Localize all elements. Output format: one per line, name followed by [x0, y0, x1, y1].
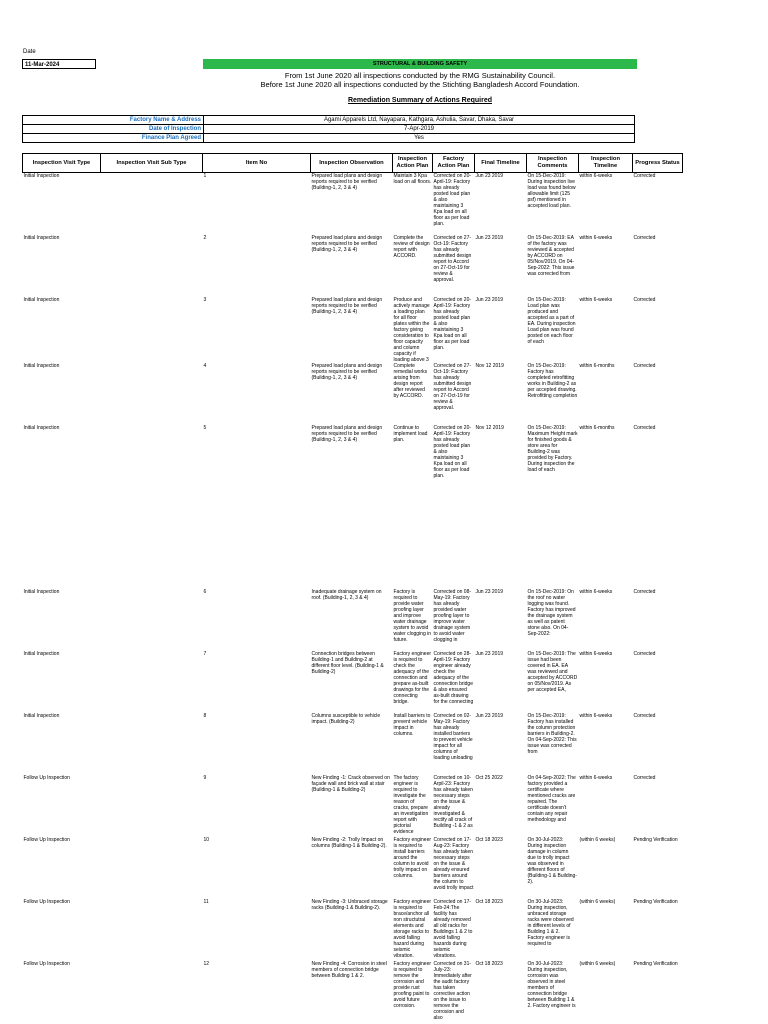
visit-type-cell: Follow Up Inspection — [23, 775, 70, 781]
inspection-timeline-cell: (within 6 weeks) — [579, 961, 616, 967]
visit-subtype-cell — [101, 235, 203, 297]
info-label: Date of Inspection — [23, 125, 204, 134]
progress-status-cell: Pending Verification — [633, 899, 678, 905]
table-body — [23, 173, 683, 1024]
observation-cell: Inadequate drainage system on roof. (Building-1, 2, 3 & 4) — [311, 589, 382, 601]
visit-subtype-cell — [101, 297, 203, 363]
visit-subtype-cell — [101, 775, 203, 837]
section-banner: STRUCTURAL & BUILDING SAFETY — [203, 59, 637, 69]
comments-cell: On 15-Dec-2019: Maximum Height mark for finished goods & store area for Building-2 was provided by Factory. During inspection the load of each — [527, 425, 578, 473]
visit-subtype-cell — [101, 713, 203, 775]
comments-cell: On 30-Jul-2023: During inspection, corrosion was observed in steel members of connection bridge between Building 1 & 2. Factory engineer is — [527, 961, 576, 1009]
inspection-timeline-cell: within 6-months — [579, 363, 615, 369]
column-header: Final Timeline — [475, 154, 527, 173]
notice-line-2: Before 1st June 2020 all inspections conducted by the Stichting Bangladesh Accord Foundation. — [260, 80, 580, 89]
item-no-cell: 1 — [203, 173, 207, 179]
report-subtitle: Remediation Summary of Actions Required — [347, 97, 493, 104]
action-plan-cell: Complete remedial works arising from design report after reviewed by ACCORD. — [393, 363, 428, 399]
comments-cell: On 15-Dec-2019: Load plan was produced and accepted as a part of EA. During inspection Load plan was found posted on each floor of each — [527, 297, 576, 345]
action-plan-cell: Install barriers to prevent vehicle impact in columns. — [393, 713, 431, 737]
inspection-timeline-cell: within 6-weeks — [579, 297, 613, 303]
comments-cell: On 15-Dec-2019: Factory has completed retrofitting works in Building-2 as per accepted drawing. Retrofitting completion — [527, 363, 578, 399]
observation-cell: New Finding -2: Trolly Impact on columns (Building-1 & Building-2). — [311, 837, 387, 849]
column-header: Inspection Action Plan — [393, 154, 433, 173]
comments-cell: On 30-Jul-2023: During inspection damage in column due to trolly impact was observed in different floors of (Building-1 & Building-2). — [527, 837, 577, 885]
visit-type-cell: Follow Up Inspection — [23, 899, 70, 905]
progress-status-cell: Corrected — [633, 173, 656, 179]
observation-cell: Prepared load plans and design reports required to be verified (Building-1, 2, 3 & 4) — [311, 235, 383, 253]
info-label: Factory Name & Address — [23, 116, 204, 125]
factory-plan-cell: Corrected on 17-Feb-24:The facility has already removed all old racks for Buildings 1 & 2 to avoid falling hazards during seismic vibrations. — [433, 899, 473, 959]
info-value: Yes — [204, 134, 635, 143]
factory-plan-cell: Corrected on 27-Oct-19: Factory has already submitted design report to Accord on 27-Oct-19 for review & approval. — [433, 235, 472, 283]
column-header: Item No — [203, 154, 311, 173]
info-row — [23, 134, 635, 143]
final-timeline-cell: Oct 18 2023 — [475, 961, 503, 967]
observation-cell: Connection bridges between Building-1 and Building-2 at different floor level. (Building-1 & Building-2) — [311, 651, 384, 675]
final-timeline-cell: Jun 23 2019 — [475, 651, 504, 657]
factory-plan-cell: Corrected on 10-Arpil-23: Factory has already taken necessary steps on the issue & already investigated & rectify all crack of Building -1 & 2 as — [433, 775, 473, 829]
column-header: Inspection Visit Sub Type — [101, 154, 203, 173]
date-label: Date — [23, 49, 36, 55]
action-plan-cell: The factory engineer is required to investigate the reason of cracks, prepare an investigation report with pictorial evidence — [393, 775, 429, 835]
visit-subtype-cell — [101, 363, 203, 425]
item-no-cell: 8 — [203, 713, 207, 719]
progress-status-cell: Pending Verification — [633, 837, 678, 843]
visit-subtype-cell — [101, 173, 203, 236]
observation-cell: Prepared load plans and design reports required to be verified (Building-1, 2, 3 & 4) — [311, 297, 383, 315]
visit-subtype-cell — [101, 837, 203, 899]
table-row — [23, 297, 683, 363]
comments-cell: On 15-Dec-2019: During inspection live load was found below allowable limit (125 psf) mentioned in accepted load plan. — [527, 173, 576, 209]
factory-plan-cell: Corrected on 20-April-19: Factory has already posted load plan & also maintaining 3 Kpa load on all floor as per load plan. — [433, 297, 472, 351]
inspection-timeline-cell: within 6-weeks — [579, 713, 613, 719]
visit-subtype-cell — [101, 899, 203, 961]
visit-subtype-cell — [101, 425, 203, 589]
final-timeline-cell: Oct 18 2023 — [475, 837, 503, 843]
progress-status-cell: Corrected — [633, 363, 656, 369]
info-value: 7-Apr-2019 — [204, 125, 635, 134]
observation-cell: New Finding -1: Crack observed on façade wall and brick wall at stair (Building-1 & Building-2) — [311, 775, 390, 793]
column-header: Inspection Timeline — [579, 154, 633, 173]
visit-type-cell: Initial Inspection — [23, 235, 60, 241]
comments-cell: On 15-Dec-2019: The issue had been covered in EA. EA was reviewed and accepted by ACCORD on 05/Nov/2019. As per accepted EA, — [527, 651, 578, 693]
visit-type-cell: Initial Inspection — [23, 363, 60, 369]
action-plan-cell: Complete the review of design report with ACCORD. — [393, 235, 430, 259]
final-timeline-cell: Jun 23 2019 — [475, 297, 504, 303]
visit-type-cell: Initial Inspection — [23, 297, 60, 303]
comments-cell: On 30-Jul-2023: During inspection, unbraced storage racks were observed in different levels of Building 1 & 2. Factory engineer is required to — [527, 899, 574, 947]
item-no-cell: 4 — [203, 363, 207, 369]
factory-plan-cell: Corrected on 08-May-19: Factory has already provided water proofing layer to improve water drainage system to avoid water clogging in — [433, 589, 472, 643]
progress-status-cell: Corrected — [633, 713, 656, 719]
factory-plan-cell: Corrected on 20-April-19: Factory has already posted load plan & also maintaining 3 Kpa load on all floor as per load plan. — [433, 425, 472, 479]
visit-type-cell: Initial Inspection — [23, 425, 60, 431]
table-header-row — [23, 154, 683, 173]
visit-type-cell: Initial Inspection — [23, 173, 60, 179]
action-plan-cell: Continue to implement load plan. — [393, 425, 428, 443]
visit-subtype-cell — [101, 651, 203, 713]
table-row — [23, 775, 683, 837]
factory-plan-cell: Corrected on 02-May-19: Factory has already installed barriers to prevent vehicle impact for all columns of loading unloading — [433, 713, 473, 761]
info-label: Finance Plan Agreed — [23, 134, 204, 143]
item-no-cell: 2 — [203, 235, 207, 241]
action-plan-cell: Maintain 3 Kpa load on all floors. — [393, 173, 432, 185]
item-no-cell: 11 — [203, 899, 209, 905]
table-row — [23, 899, 683, 961]
action-plan-cell: Factory engineer is required to check the adequacy of the connection and prepare as-built drawings for the connecting bridge. — [393, 651, 432, 705]
progress-status-cell: Corrected — [633, 425, 656, 431]
visit-type-cell: Initial Inspection — [23, 713, 60, 719]
table-row — [23, 235, 683, 297]
item-no-cell: 9 — [203, 775, 207, 781]
table-row — [23, 425, 683, 589]
table-row — [23, 961, 683, 1023]
action-plan-cell: Factory is required to provide water proofing layer and improve water drainage system to avoid water clogging in future. — [393, 589, 432, 643]
observation-cell: New Finding -4: Corrosion in steel members of connection bridge between Building 1 & 2. — [311, 961, 387, 979]
final-timeline-cell: Nov 12 2019 — [475, 363, 504, 369]
observation-cell: Prepared load plans and design reports required to be verified (Building-1, 2, 3 & 4) — [311, 173, 383, 191]
observation-cell: Columns susceptible to vehicle impact. (Building-2) — [311, 713, 381, 725]
column-header: Inspection Observation — [311, 154, 393, 173]
final-timeline-cell: Jun 23 2019 — [475, 589, 504, 595]
inspection-timeline-cell: within 6-weeks — [579, 775, 613, 781]
factory-plan-cell: Corrected on 27-Oct-19: Factory has already submitted design report to Accord on 27-Oct-19 for review & approval. — [433, 363, 472, 411]
progress-status-cell: Corrected — [633, 297, 656, 303]
inspection-timeline-cell: (within 6 weeks) — [579, 899, 616, 905]
final-timeline-cell: Jun 23 2019 — [475, 713, 504, 719]
progress-status-cell: Corrected — [633, 775, 656, 781]
final-timeline-cell: Oct 25 2022 — [475, 775, 503, 781]
item-no-cell: 6 — [203, 589, 207, 595]
visit-subtype-cell — [101, 589, 203, 651]
factory-plan-cell: Corrected on 31-July-23: Immediately after the audit factory has taken corrective action on the issue to remove the corrosion and also — [433, 961, 472, 1021]
column-header: Progress Status — [633, 154, 683, 173]
factory-info-table — [22, 115, 635, 143]
comments-cell: On 15-Dec-2019: EA of the factory was reviewed & accepted by ACCORD on 05/Nov/2019. On 04-Sep-2022: This issue was corrected from — [527, 235, 575, 277]
item-no-cell: 3 — [203, 297, 207, 303]
inspection-timeline-cell: within 6-weeks — [579, 589, 613, 595]
inspection-timeline-cell: within 6-weeks — [579, 235, 613, 241]
final-timeline-cell: Jun 23 2019 — [475, 173, 504, 179]
table-row — [23, 363, 683, 425]
observation-cell: Prepared load plans and design reports required to be verified (Building-1, 2, 3 & 4) — [311, 425, 383, 443]
comments-cell: On 04-Sep-2022: The factory provided a certificate where mentioned cracks are repaired. The certificate doesn't contain any repair methodology and — [527, 775, 576, 823]
table-row — [23, 837, 683, 899]
progress-status-cell: Pending Verification — [633, 961, 678, 967]
factory-plan-cell: Corrected on 20-April-19: Factory has already posted load plan & also maintaining 3 Kpa load on all floor as per load plan. — [433, 173, 472, 227]
comments-cell: On 15-Dec-2019: Factory has installed the column protection barriers in Building-2. On 04-Sep-2022: This issue was corrected from — [527, 713, 577, 755]
progress-status-cell: Corrected — [633, 589, 656, 595]
column-header: Inspection Visit Type — [23, 154, 101, 173]
inspection-timeline-cell: (within 6 weeks) — [579, 837, 616, 843]
item-no-cell: 7 — [203, 651, 207, 657]
inspection-timeline-cell: within 6-weeks — [579, 173, 613, 179]
date-value: 11-Mar-2024 — [22, 59, 96, 69]
observation-cell: Prepared load plans and design reports required to be verified (Building-1, 2, 3 & 4) — [311, 363, 383, 381]
inspection-timeline-cell: within 6-weeks — [579, 651, 613, 657]
progress-status-cell: Corrected — [633, 651, 656, 657]
visit-subtype-cell — [101, 961, 203, 1023]
item-no-cell: 10 — [203, 837, 210, 843]
table-row — [23, 589, 683, 651]
final-timeline-cell: Oct 18 2023 — [475, 899, 503, 905]
action-plan-cell: Factory engineer is required to remove the corrosion and provide rust proofing paint to avoid future corrosion. — [393, 961, 432, 1009]
item-no-cell: 12 — [203, 961, 210, 967]
actions-table — [22, 153, 683, 1023]
table-row — [23, 713, 683, 775]
info-row — [23, 116, 635, 125]
notice-line-1: From 1st June 2020 all inspections conducted by the RMG Sustainability Council. — [284, 71, 556, 80]
final-timeline-cell: Jun 23 2019 — [475, 235, 504, 241]
action-plan-cell: Factory engineer is required to install barriers around the column to avoid trolly impact on columns. — [393, 837, 432, 879]
visit-type-cell: Initial Inspection — [23, 589, 60, 595]
column-header: Factory Action Plan — [433, 154, 475, 173]
visit-type-cell: Follow Up Inspection — [23, 837, 70, 843]
item-no-cell: 5 — [203, 425, 207, 431]
info-value: Agami Apparels Ltd, Nayapara, Kathgara, Ashulia, Savar, Dhaka, Savar — [204, 116, 635, 125]
action-plan-cell: Produce and actively manage a loading plan for all floor plates within the factory giving consideration to floor capacity and column capacity if loading above 3 — [393, 297, 430, 363]
action-plan-cell: Factory engineer is required to brace/anchor all non structutral elements and storage racks to avoid falling hazard during seismic vibration. — [393, 899, 432, 959]
factory-plan-cell: Corrected on 17-Aug-23: Factory has already taken necessary steps on the issue & already ensured barriers around the column to avoid trolly impact — [433, 837, 474, 891]
visit-type-cell: Initial Inspection — [23, 651, 60, 657]
factory-plan-cell: Corrected on 28-April-19: Factory engineer already check the adequacy of the connection bridge & also ensured as-built drawing for the connecting — [433, 651, 474, 705]
visit-type-cell: Follow Up Inspection — [23, 961, 70, 967]
observation-cell: New Finding -3: Unbraced storage racks (Building-1 & Building-2). — [311, 899, 388, 911]
comments-cell: On 15-Dec-2019: On the roof no water logging was found. Factory has improved the drainage system as well as patent stone also. On 04-Sep-2022: — [527, 589, 576, 637]
info-row — [23, 125, 635, 134]
table-row — [23, 173, 683, 236]
progress-status-cell: Corrected — [633, 235, 656, 241]
inspection-timeline-cell: within 6-months — [579, 425, 615, 431]
table-row — [23, 651, 683, 713]
column-header: Inspection Comments — [527, 154, 579, 173]
final-timeline-cell: Nov 12 2019 — [475, 425, 504, 431]
